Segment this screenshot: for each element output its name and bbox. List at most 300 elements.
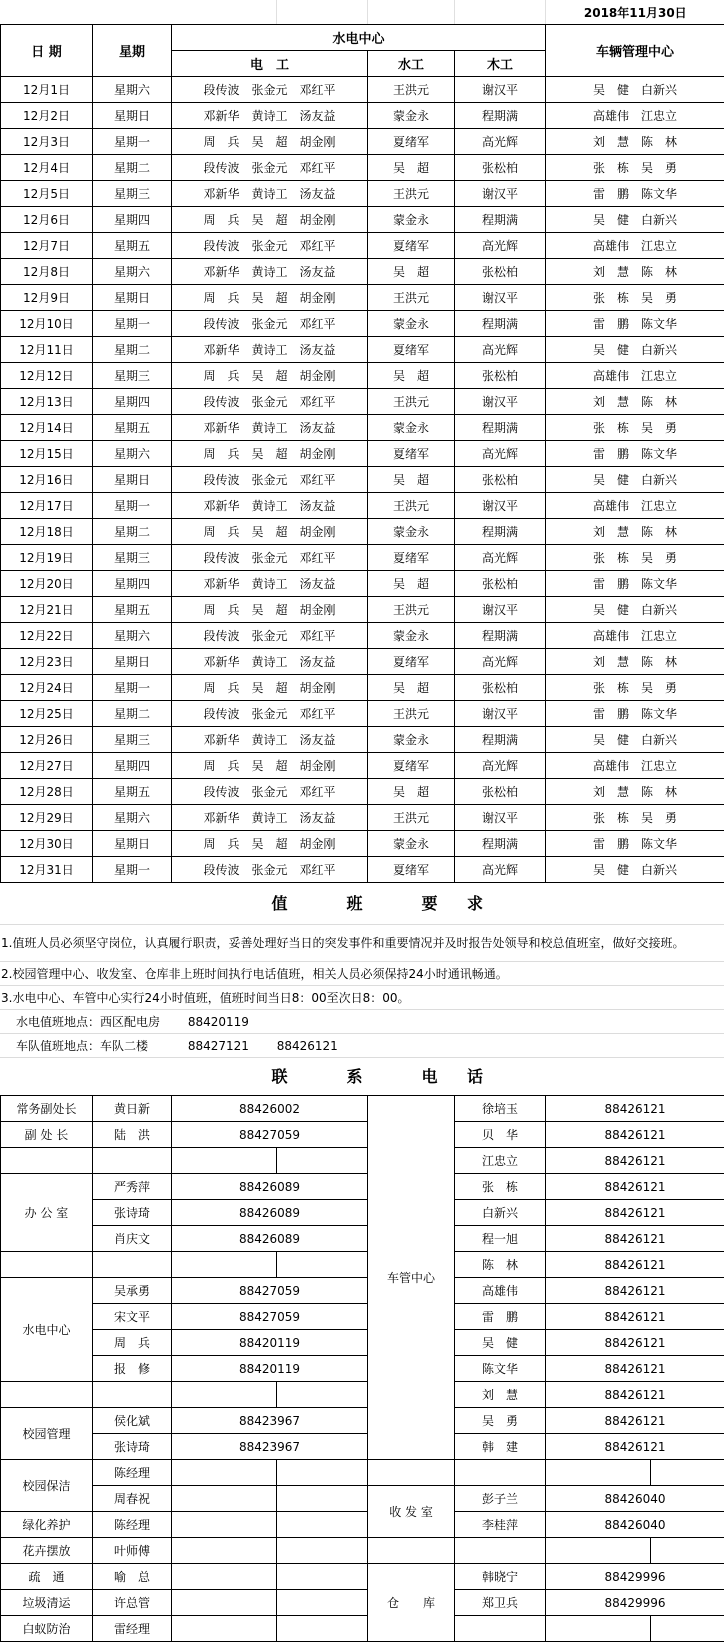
blank-cell bbox=[651, 1460, 724, 1486]
vehicle-staff-cell: 雷 鹏 陈文华 bbox=[546, 441, 724, 467]
blank-cell bbox=[651, 1538, 724, 1564]
contact-department bbox=[1, 1148, 93, 1174]
weekday-cell: 星期二 bbox=[93, 337, 172, 363]
blank-cell bbox=[277, 1148, 368, 1174]
contact-department: 办 公 室 bbox=[1, 1174, 93, 1252]
contact-department: 垃圾清运 bbox=[1, 1590, 93, 1616]
date-cell: 12月18日 bbox=[1, 519, 93, 545]
contact-department bbox=[1, 1382, 93, 1408]
schedule-row bbox=[1, 597, 724, 623]
wood-staff-cell: 高光辉 bbox=[455, 857, 546, 883]
weekday-cell: 星期四 bbox=[93, 389, 172, 415]
contact-name: 雷 鹏 bbox=[455, 1304, 546, 1330]
blank-cell bbox=[455, 0, 546, 25]
schedule-row bbox=[1, 77, 724, 103]
vehicle-staff-cell: 高雄伟 江忠立 bbox=[546, 363, 724, 389]
water-staff-cell: 王洪元 bbox=[368, 597, 455, 623]
schedule-row bbox=[1, 311, 724, 337]
electric-staff-cell: 段传波 张金元 邓红平 bbox=[172, 311, 368, 337]
vehicle-staff-cell: 张 栋 吴 勇 bbox=[546, 675, 724, 701]
wood-staff-cell: 高光辉 bbox=[455, 233, 546, 259]
contact-name: 黄日新 bbox=[93, 1096, 172, 1122]
electric-staff-cell: 段传波 张金元 邓红平 bbox=[172, 155, 368, 181]
contact-name: 程一旭 bbox=[455, 1226, 546, 1252]
header-water-elec-center: 水电中心 bbox=[172, 25, 546, 51]
contact-name: 徐培玉 bbox=[455, 1096, 546, 1122]
blank-cell bbox=[172, 1538, 277, 1564]
contact-department: 疏 通 bbox=[1, 1564, 93, 1590]
wood-staff-cell: 谢汉平 bbox=[455, 493, 546, 519]
water-staff-cell: 蒙金永 bbox=[368, 727, 455, 753]
electric-staff-cell: 段传波 张金元 邓红平 bbox=[172, 467, 368, 493]
water-staff-cell: 夏绪军 bbox=[368, 545, 455, 571]
blank-cell bbox=[172, 1512, 277, 1538]
header-vehicle-center: 车辆管理中心 bbox=[546, 25, 724, 77]
contact-name: 张 栋 bbox=[455, 1174, 546, 1200]
date-cell: 12月28日 bbox=[1, 779, 93, 805]
date-cell: 12月12日 bbox=[1, 363, 93, 389]
contact-name: 吴 勇 bbox=[455, 1408, 546, 1434]
wood-staff-cell: 谢汉平 bbox=[455, 597, 546, 623]
vehicle-staff-cell: 刘 慧 陈 林 bbox=[546, 519, 724, 545]
vehicle-staff-cell: 雷 鹏 陈文华 bbox=[546, 181, 724, 207]
weekday-cell: 星期六 bbox=[93, 259, 172, 285]
date-cell: 12月27日 bbox=[1, 753, 93, 779]
contact-row bbox=[1, 1200, 724, 1226]
water-staff-cell: 吴 超 bbox=[368, 571, 455, 597]
date-cell: 12月15日 bbox=[1, 441, 93, 467]
contact-phone: 88426121 bbox=[546, 1304, 724, 1330]
date-cell: 12月7日 bbox=[1, 233, 93, 259]
contact-phone: 88429996 bbox=[546, 1590, 724, 1616]
electric-staff-cell: 周 兵 吴 超 胡金刚 bbox=[172, 441, 368, 467]
blank-cell bbox=[368, 0, 455, 25]
electric-staff-cell: 段传波 张金元 邓红平 bbox=[172, 623, 368, 649]
contact-name: 江忠立 bbox=[455, 1148, 546, 1174]
weekday-cell: 星期五 bbox=[93, 415, 172, 441]
contact-department: 车管中心 bbox=[368, 1096, 455, 1460]
contact-name bbox=[455, 1616, 546, 1642]
header-date: 日 期 bbox=[1, 25, 93, 77]
water-staff-cell: 夏绪军 bbox=[368, 233, 455, 259]
schedule-row bbox=[1, 181, 724, 207]
wood-staff-cell: 高光辉 bbox=[455, 441, 546, 467]
date-cell: 12月4日 bbox=[1, 155, 93, 181]
contact-department: 绿化养护 bbox=[1, 1512, 93, 1538]
water-staff-cell: 蒙金永 bbox=[368, 103, 455, 129]
blank-cell bbox=[277, 1382, 368, 1408]
blank-cell bbox=[277, 1538, 368, 1564]
contact-row bbox=[1, 1564, 724, 1590]
schedule-row bbox=[1, 623, 724, 649]
date-cell: 12月30日 bbox=[1, 831, 93, 857]
blank-cell bbox=[1, 0, 277, 25]
electric-staff-cell: 邓新华 黄诗工 汤友益 bbox=[172, 103, 368, 129]
duty-location: 车队值班地点：车队二楼 88427121 88426121 bbox=[0, 1034, 724, 1058]
schedule-row bbox=[1, 779, 724, 805]
date-cell: 12月14日 bbox=[1, 415, 93, 441]
weekday-cell: 星期二 bbox=[93, 701, 172, 727]
contact-phone: 88426089 bbox=[172, 1226, 368, 1252]
vehicle-staff-cell: 高雄伟 江忠立 bbox=[546, 493, 724, 519]
date-cell: 12月19日 bbox=[1, 545, 93, 571]
report-date: 2018年11月30日 bbox=[546, 0, 724, 25]
schedule-row bbox=[1, 753, 724, 779]
contact-phone: 88426121 bbox=[546, 1356, 724, 1382]
contact-name: 宋文平 bbox=[93, 1304, 172, 1330]
contact-department bbox=[368, 1460, 455, 1486]
weekday-cell: 星期一 bbox=[93, 493, 172, 519]
contact-phone: 88426121 bbox=[546, 1330, 724, 1356]
wood-staff-cell: 谢汉平 bbox=[455, 77, 546, 103]
weekday-cell: 星期日 bbox=[93, 831, 172, 857]
vehicle-staff-cell: 吴 健 白新兴 bbox=[546, 337, 724, 363]
electric-staff-cell: 邓新华 黄诗工 汤友益 bbox=[172, 415, 368, 441]
vehicle-staff-cell: 刘 慧 陈 林 bbox=[546, 129, 724, 155]
weekday-cell: 星期五 bbox=[93, 233, 172, 259]
contact-phone: 88426121 bbox=[546, 1174, 724, 1200]
date-cell: 12月8日 bbox=[1, 259, 93, 285]
wood-staff-cell: 谢汉平 bbox=[455, 181, 546, 207]
electric-staff-cell: 周 兵 吴 超 胡金刚 bbox=[172, 597, 368, 623]
contact-name: 陈 林 bbox=[455, 1252, 546, 1278]
contact-department: 花卉摆放 bbox=[1, 1538, 93, 1564]
water-staff-cell: 蒙金永 bbox=[368, 415, 455, 441]
contact-phone: 88426121 bbox=[546, 1096, 724, 1122]
requirement-item: 1.值班人员必须坚守岗位，认真履行职责，妥善处理好当日的突发事件和重要情况并及时报告处领导和校总值班室，做好交接班。 bbox=[0, 925, 724, 962]
contact-name: 肖庆文 bbox=[93, 1226, 172, 1252]
contact-name: 陈经理 bbox=[93, 1460, 172, 1486]
contact-phone: 88426121 bbox=[546, 1226, 724, 1252]
vehicle-staff-cell: 雷 鹏 陈文华 bbox=[546, 701, 724, 727]
electric-staff-cell: 段传波 张金元 邓红平 bbox=[172, 233, 368, 259]
wood-staff-cell: 谢汉平 bbox=[455, 389, 546, 415]
wood-staff-cell: 谢汉平 bbox=[455, 701, 546, 727]
weekday-cell: 星期六 bbox=[93, 805, 172, 831]
contact-name: 吴 健 bbox=[455, 1330, 546, 1356]
wood-staff-cell: 高光辉 bbox=[455, 753, 546, 779]
contact-phone: 88426040 bbox=[546, 1512, 724, 1538]
blank-cell bbox=[172, 1564, 277, 1590]
header-water: 水工 bbox=[368, 51, 455, 77]
weekday-cell: 星期日 bbox=[93, 285, 172, 311]
blank-cell bbox=[546, 1460, 651, 1486]
blank-cell bbox=[277, 0, 368, 25]
contact-department: 常务副处长 bbox=[1, 1096, 93, 1122]
contact-phone: 88426121 bbox=[546, 1382, 724, 1408]
vehicle-staff-cell: 雷 鹏 陈文华 bbox=[546, 831, 724, 857]
vehicle-staff-cell: 张 栋 吴 勇 bbox=[546, 545, 724, 571]
date-cell: 12月10日 bbox=[1, 311, 93, 337]
contact-row bbox=[1, 1096, 724, 1122]
wood-staff-cell: 程期满 bbox=[455, 831, 546, 857]
blank-cell bbox=[277, 1460, 368, 1486]
vehicle-staff-cell: 高雄伟 江忠立 bbox=[546, 233, 724, 259]
electric-staff-cell: 邓新华 黄诗工 汤友益 bbox=[172, 493, 368, 519]
contact-row bbox=[1, 1538, 724, 1564]
contact-name: 刘 慧 bbox=[455, 1382, 546, 1408]
blank-cell bbox=[172, 1486, 277, 1512]
schedule-row bbox=[1, 389, 724, 415]
vehicle-staff-cell: 张 栋 吴 勇 bbox=[546, 415, 724, 441]
vehicle-staff-cell: 雷 鹏 陈文华 bbox=[546, 311, 724, 337]
contact-name: 白新兴 bbox=[455, 1200, 546, 1226]
electric-staff-cell: 周 兵 吴 超 胡金刚 bbox=[172, 207, 368, 233]
wood-staff-cell: 高光辉 bbox=[455, 129, 546, 155]
water-staff-cell: 王洪元 bbox=[368, 493, 455, 519]
date-cell: 12月2日 bbox=[1, 103, 93, 129]
electric-staff-cell: 邓新华 黄诗工 汤友益 bbox=[172, 727, 368, 753]
water-staff-cell: 蒙金永 bbox=[368, 207, 455, 233]
contact-name: 雷经理 bbox=[93, 1616, 172, 1642]
contact-name bbox=[455, 1538, 546, 1564]
contact-row bbox=[1, 1408, 724, 1434]
blank-cell bbox=[172, 1590, 277, 1616]
contact-row bbox=[1, 1434, 724, 1460]
contact-department: 校园管理 bbox=[1, 1408, 93, 1460]
water-staff-cell: 吴 超 bbox=[368, 675, 455, 701]
contact-name: 叶师傅 bbox=[93, 1538, 172, 1564]
contact-name bbox=[93, 1382, 172, 1408]
wood-staff-cell: 程期满 bbox=[455, 207, 546, 233]
weekday-cell: 星期一 bbox=[93, 129, 172, 155]
date-cell: 12月29日 bbox=[1, 805, 93, 831]
contact-department: 水电中心 bbox=[1, 1278, 93, 1382]
vehicle-staff-cell: 刘 慧 陈 林 bbox=[546, 259, 724, 285]
date-cell: 12月21日 bbox=[1, 597, 93, 623]
vehicle-staff-cell: 吴 健 白新兴 bbox=[546, 467, 724, 493]
date-cell: 12月16日 bbox=[1, 467, 93, 493]
schedule-row bbox=[1, 649, 724, 675]
contact-name: 侯化斌 bbox=[93, 1408, 172, 1434]
wood-staff-cell: 程期满 bbox=[455, 623, 546, 649]
water-staff-cell: 王洪元 bbox=[368, 181, 455, 207]
electric-staff-cell: 段传波 张金元 邓红平 bbox=[172, 389, 368, 415]
contact-name: 陈经理 bbox=[93, 1512, 172, 1538]
contact-row bbox=[1, 1616, 724, 1642]
contact-phone: 88426121 bbox=[546, 1252, 724, 1278]
header-electric: 电 工 bbox=[172, 51, 368, 77]
date-cell: 12月25日 bbox=[1, 701, 93, 727]
contact-department: 收 发 室 bbox=[368, 1486, 455, 1538]
contact-name: 陆 洪 bbox=[93, 1122, 172, 1148]
weekday-cell: 星期四 bbox=[93, 753, 172, 779]
contact-row bbox=[1, 1148, 724, 1174]
date-cell: 12月22日 bbox=[1, 623, 93, 649]
water-staff-cell: 王洪元 bbox=[368, 805, 455, 831]
electric-staff-cell: 周 兵 吴 超 胡金刚 bbox=[172, 753, 368, 779]
weekday-cell: 星期三 bbox=[93, 363, 172, 389]
water-staff-cell: 王洪元 bbox=[368, 285, 455, 311]
schedule-row bbox=[1, 441, 724, 467]
blank-cell bbox=[277, 1512, 368, 1538]
schedule-row bbox=[1, 857, 724, 883]
weekday-cell: 星期日 bbox=[93, 467, 172, 493]
blank-cell bbox=[651, 1616, 724, 1642]
date-cell: 12月11日 bbox=[1, 337, 93, 363]
date-cell: 12月3日 bbox=[1, 129, 93, 155]
weekday-cell: 星期六 bbox=[93, 77, 172, 103]
contact-name: 张诗琦 bbox=[93, 1434, 172, 1460]
schedule-row bbox=[1, 571, 724, 597]
weekday-cell: 星期二 bbox=[93, 155, 172, 181]
water-staff-cell: 吴 超 bbox=[368, 155, 455, 181]
wood-staff-cell: 张松柏 bbox=[455, 675, 546, 701]
electric-staff-cell: 邓新华 黄诗工 汤友益 bbox=[172, 181, 368, 207]
contact-name bbox=[93, 1148, 172, 1174]
date-cell: 12月20日 bbox=[1, 571, 93, 597]
header-weekday: 星期 bbox=[93, 25, 172, 77]
contact-phone: 88426121 bbox=[546, 1122, 724, 1148]
schedule-row bbox=[1, 233, 724, 259]
date-cell: 12月31日 bbox=[1, 857, 93, 883]
weekday-cell: 星期一 bbox=[93, 857, 172, 883]
wood-staff-cell: 张松柏 bbox=[455, 571, 546, 597]
schedule-row bbox=[1, 467, 724, 493]
requirement-item: 2.校园管理中心、收发室、仓库非上班时间执行电话值班，相关人员必须保持24小时通讯畅通。 bbox=[0, 962, 724, 986]
date-cell: 12月1日 bbox=[1, 77, 93, 103]
contact-row bbox=[1, 1356, 724, 1382]
wood-staff-cell: 高光辉 bbox=[455, 545, 546, 571]
date-cell: 12月24日 bbox=[1, 675, 93, 701]
blank-cell bbox=[277, 1486, 368, 1512]
contact-row bbox=[1, 1460, 724, 1486]
wood-staff-cell: 程期满 bbox=[455, 415, 546, 441]
water-staff-cell: 夏绪军 bbox=[368, 857, 455, 883]
weekday-cell: 星期五 bbox=[93, 779, 172, 805]
vehicle-staff-cell: 吴 健 白新兴 bbox=[546, 597, 724, 623]
weekday-cell: 星期四 bbox=[93, 207, 172, 233]
water-staff-cell: 蒙金永 bbox=[368, 311, 455, 337]
contact-department: 白蚁防治 bbox=[1, 1616, 93, 1642]
water-staff-cell: 吴 超 bbox=[368, 467, 455, 493]
weekday-cell: 星期日 bbox=[93, 649, 172, 675]
contact-name: 韩 建 bbox=[455, 1434, 546, 1460]
requirement-item: 3.水电中心、车管中心实行24小时值班，值班时间当日8：00至次日8：00。 bbox=[0, 986, 724, 1010]
schedule-row bbox=[1, 207, 724, 233]
electric-staff-cell: 邓新华 黄诗工 汤友益 bbox=[172, 805, 368, 831]
contact-name: 报 修 bbox=[93, 1356, 172, 1382]
wood-staff-cell: 高光辉 bbox=[455, 337, 546, 363]
water-staff-cell: 夏绪军 bbox=[368, 129, 455, 155]
vehicle-staff-cell: 高雄伟 江忠立 bbox=[546, 753, 724, 779]
requirements-section bbox=[0, 883, 724, 1095]
contact-phone: 88423967 bbox=[172, 1408, 368, 1434]
water-staff-cell: 吴 超 bbox=[368, 259, 455, 285]
schedule-row bbox=[1, 103, 724, 129]
vehicle-staff-cell: 高雄伟 江忠立 bbox=[546, 103, 724, 129]
contact-name: 喻 总 bbox=[93, 1564, 172, 1590]
schedule-row bbox=[1, 337, 724, 363]
wood-staff-cell: 程期满 bbox=[455, 727, 546, 753]
contact-row bbox=[1, 1252, 724, 1278]
water-staff-cell: 夏绪军 bbox=[368, 753, 455, 779]
schedule-row bbox=[1, 129, 724, 155]
date-cell: 12月5日 bbox=[1, 181, 93, 207]
wood-staff-cell: 张松柏 bbox=[455, 467, 546, 493]
contact-phone: 88426121 bbox=[546, 1278, 724, 1304]
contact-department bbox=[368, 1538, 455, 1564]
date-cell: 12月26日 bbox=[1, 727, 93, 753]
schedule-row bbox=[1, 727, 724, 753]
weekday-cell: 星期四 bbox=[93, 571, 172, 597]
wood-staff-cell: 张松柏 bbox=[455, 779, 546, 805]
water-staff-cell: 蒙金永 bbox=[368, 519, 455, 545]
vehicle-staff-cell: 刘 慧 陈 林 bbox=[546, 649, 724, 675]
schedule-row bbox=[1, 155, 724, 181]
vehicle-staff-cell: 雷 鹏 陈文华 bbox=[546, 571, 724, 597]
wood-staff-cell: 程期满 bbox=[455, 311, 546, 337]
contact-name: 陈文华 bbox=[455, 1356, 546, 1382]
contact-name: 高雄伟 bbox=[455, 1278, 546, 1304]
contact-row bbox=[1, 1226, 724, 1252]
schedule-row bbox=[1, 831, 724, 857]
weekday-cell: 星期日 bbox=[93, 103, 172, 129]
contact-phone: 88420119 bbox=[172, 1356, 368, 1382]
contact-phone: 88429996 bbox=[546, 1564, 724, 1590]
water-staff-cell: 吴 超 bbox=[368, 779, 455, 805]
contact-name bbox=[455, 1460, 546, 1486]
water-staff-cell: 蒙金永 bbox=[368, 623, 455, 649]
electric-staff-cell: 段传波 张金元 邓红平 bbox=[172, 77, 368, 103]
electric-staff-cell: 邓新华 黄诗工 汤友益 bbox=[172, 337, 368, 363]
blank-cell bbox=[546, 1538, 651, 1564]
wood-staff-cell: 谢汉平 bbox=[455, 285, 546, 311]
contact-phone: 88426121 bbox=[546, 1434, 724, 1460]
electric-staff-cell: 段传波 张金元 邓红平 bbox=[172, 701, 368, 727]
date-cell: 12月23日 bbox=[1, 649, 93, 675]
wood-staff-cell: 程期满 bbox=[455, 103, 546, 129]
vehicle-staff-cell: 刘 慧 陈 林 bbox=[546, 389, 724, 415]
contact-name: 周 兵 bbox=[93, 1330, 172, 1356]
weekday-cell: 星期三 bbox=[93, 545, 172, 571]
contact-phone: 88426121 bbox=[546, 1200, 724, 1226]
water-staff-cell: 夏绪军 bbox=[368, 649, 455, 675]
electric-staff-cell: 周 兵 吴 超 胡金刚 bbox=[172, 831, 368, 857]
schedule-row bbox=[1, 259, 724, 285]
contact-name: 严秀萍 bbox=[93, 1174, 172, 1200]
vehicle-staff-cell: 张 栋 吴 勇 bbox=[546, 155, 724, 181]
contact-department bbox=[1, 1252, 93, 1278]
wood-staff-cell: 高光辉 bbox=[455, 649, 546, 675]
contact-name: 李桂萍 bbox=[455, 1512, 546, 1538]
electric-staff-cell: 段传波 张金元 邓红平 bbox=[172, 779, 368, 805]
contact-department: 校园保洁 bbox=[1, 1460, 93, 1512]
electric-staff-cell: 邓新华 黄诗工 汤友益 bbox=[172, 259, 368, 285]
schedule-row bbox=[1, 805, 724, 831]
weekday-cell: 星期一 bbox=[93, 675, 172, 701]
vehicle-staff-cell: 张 栋 吴 勇 bbox=[546, 805, 724, 831]
water-staff-cell: 吴 超 bbox=[368, 363, 455, 389]
contact-phone: 88427059 bbox=[172, 1122, 368, 1148]
blank-cell bbox=[172, 1460, 277, 1486]
vehicle-staff-cell: 吴 健 白新兴 bbox=[546, 857, 724, 883]
blank-cell bbox=[172, 1382, 277, 1408]
electric-staff-cell: 周 兵 吴 超 胡金刚 bbox=[172, 363, 368, 389]
vehicle-staff-cell: 高雄伟 江忠立 bbox=[546, 623, 724, 649]
weekday-cell: 星期三 bbox=[93, 181, 172, 207]
contact-name: 郑卫兵 bbox=[455, 1590, 546, 1616]
requirements-title: 值 班 要 求 bbox=[0, 883, 724, 925]
vehicle-staff-cell: 吴 健 白新兴 bbox=[546, 727, 724, 753]
contact-phone: 88427059 bbox=[172, 1304, 368, 1330]
date-cell: 12月17日 bbox=[1, 493, 93, 519]
contact-name: 韩晓宁 bbox=[455, 1564, 546, 1590]
blank-cell bbox=[277, 1252, 368, 1278]
contact-name: 许总管 bbox=[93, 1590, 172, 1616]
blank-cell bbox=[277, 1590, 368, 1616]
schedule-row bbox=[1, 363, 724, 389]
